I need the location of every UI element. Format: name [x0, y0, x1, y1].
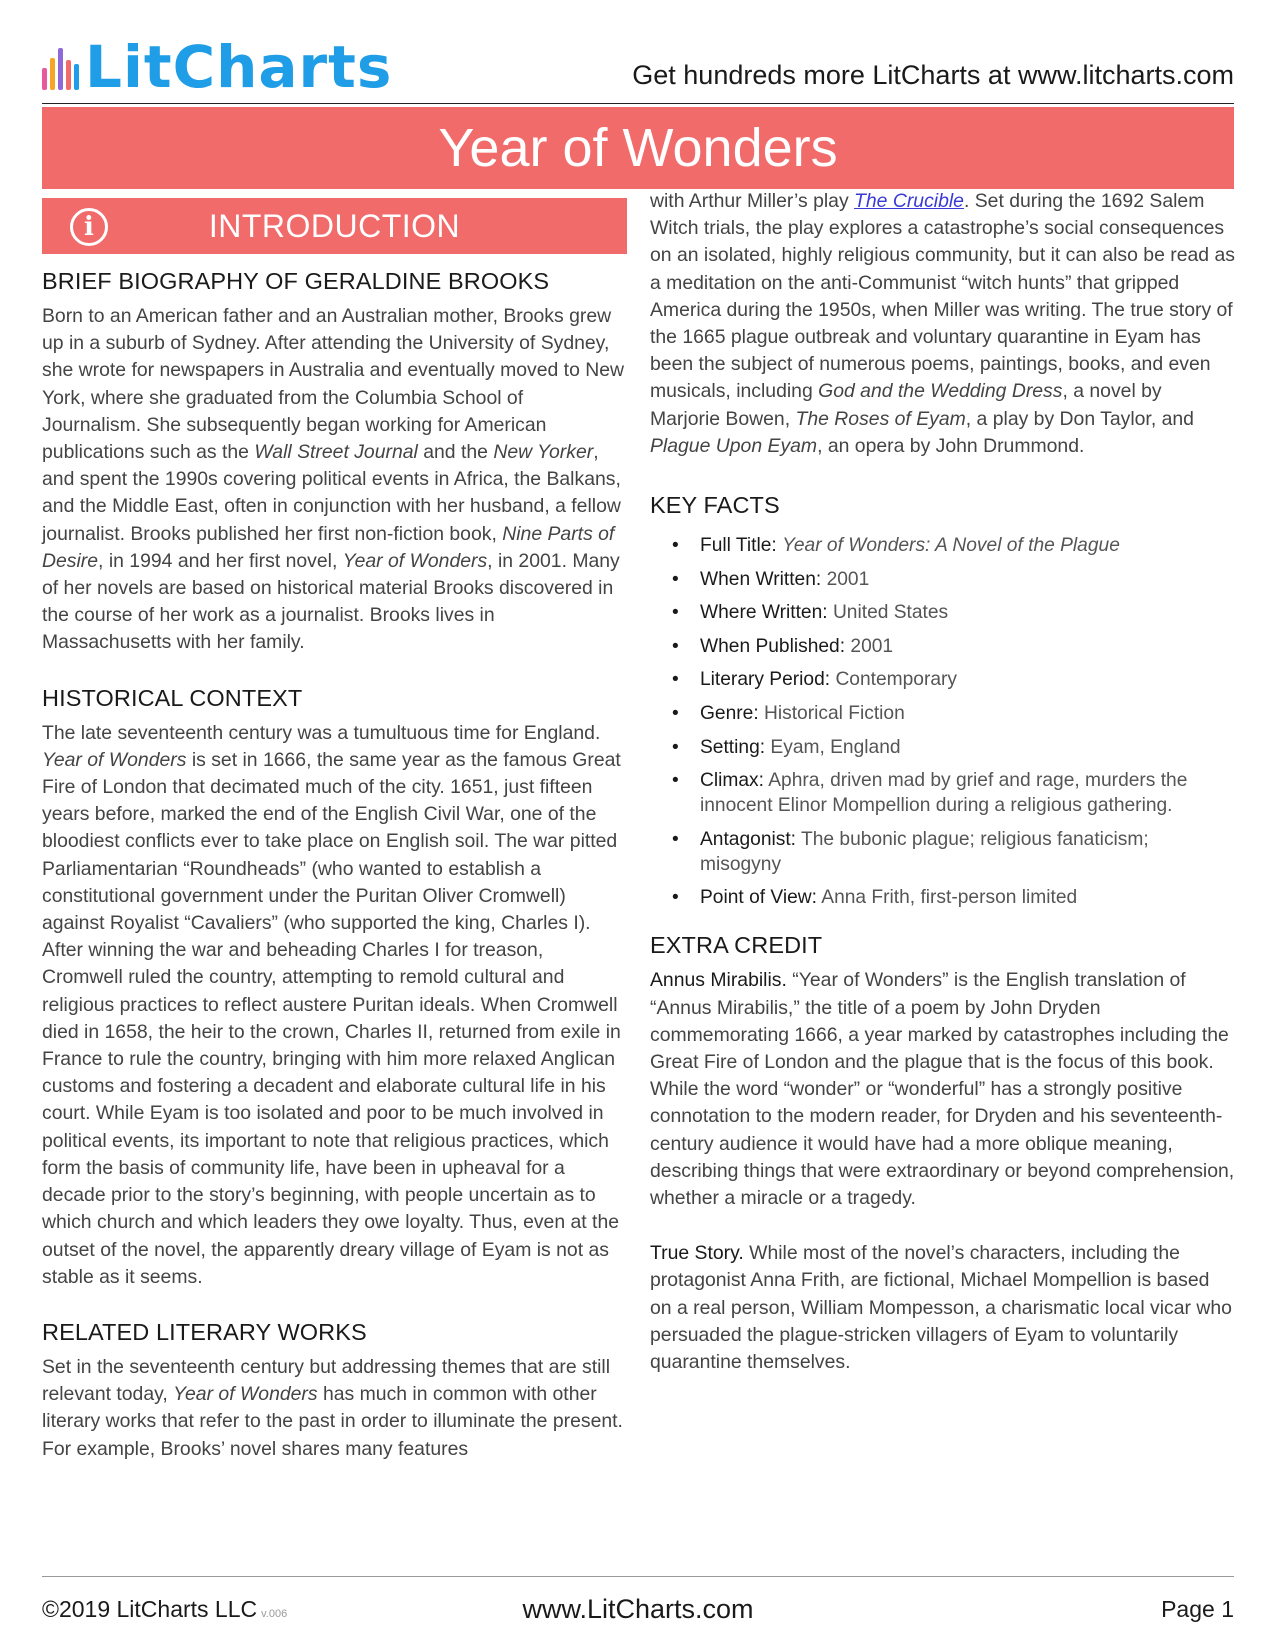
historical-text: The late seventeenth century was a tumultuous time for England. Year of Wonders is set in 1666, the same year as the famous Great Fire of London that decimated much of the city. 1651, just fifteen years before, marked the end of the English Civil War, one of the bloodiest conflicts ever to take place on English soil. The war pitted Parliamentarian “Roundheads” (who wanted to establish a constitutional government under the Puritan Oliver Cromwell) against Royalist “Cavaliers” (who supported the king, Charles I). After winning the war and beheading Charles I for treason, Cromwell ruled the country, attempting to remold cultural and religious practices to reflect austere Puritan ideals. When Cromwell died in 1658, the heir to the crown, Charles II, returned from exile in France to rule the country, bringing with him more relaxed Anglican customs and fostering a decadent and elaborate cultural life in his court. While Eyam is too isolated and poor to be much involved in political events, its important to note that religious practices, which form the basis of community life, have been in upheaval for a decade prior to the story’s beginning, with people uncertain as to which church and which leaders they owe loyalty. Thus, even at the outset of the novel, the apparently dreary village of Eyam is not as stable as it seems.: [42, 721, 621, 1288]
header-divider: [42, 103, 1234, 104]
footer-divider: [42, 1576, 1234, 1577]
left-column: [42, 196, 627, 1463]
right-column: [650, 190, 1235, 1376]
list-item: • Full Title: Year of Wonders: A Novel of the Plague: [650, 533, 1235, 558]
related-heading: RELATED LITERARY WORKS: [42, 1318, 367, 1345]
key-facts-list: [650, 533, 1235, 910]
the-crucible-link[interactable]: The Crucible: [854, 190, 964, 212]
page-title: Year of Wonders: [438, 118, 838, 178]
extra-credit-true-story: True Story. While most of the novel’s characters, including the protagonist Anna Frith, are fictional, Michael Mompellion is based on a real person, William Mompesson, a charismatic local vicar who persuaded the plague-stricken villagers of Eyam to voluntarily quarantine themselves.: [650, 1242, 1232, 1374]
title-banner: [42, 107, 1234, 189]
header-tagline: Get hundreds more LitCharts at www.litcharts.com: [632, 60, 1234, 90]
logo-text: LitCharts: [85, 33, 393, 101]
list-item: • When Written: 2001: [650, 567, 1235, 592]
page-footer: [42, 1596, 1234, 1630]
list-item: • Point of View: Anna Frith, first-person limited: [650, 885, 1235, 910]
biography-text: Born to an American father and an Australian mother, Brooks grew up in a suburb of Sydney. After attending the University of Sydney, she wrote for newspapers in Australia and eventually moved to New York, where she graduated from the Columbia School of Journalism. She subsequently began working for American publications such as the Wall Street Journal and the New Yorker, and spent the 1990s covering political events in Africa, the Balkans, and the Middle East, often in conjunction with her husband, a fellow journalist. Brooks published her first non-fiction book, Nine Parts of Desire, in 1994 and her first novel, Year of Wonders, in 2001. Many of her novels are based on historical material Brooks discovered in the course of her work as a journalist. Brooks lives in Massachusetts with her family.: [42, 305, 625, 654]
list-item: • Climax: Aphra, driven mad by grief and rage, murders the innocent Elinor Mompellion during a religious gathering.: [650, 768, 1235, 818]
biography-heading: BRIEF BIOGRAPHY OF GERALDINE BROOKS: [42, 268, 550, 294]
historical-heading: HISTORICAL CONTEXT: [42, 684, 303, 711]
list-item: • Literary Period: Contemporary: [650, 667, 1235, 692]
litcharts-logo[interactable]: [42, 33, 393, 101]
logo-bars-icon: [42, 44, 79, 90]
introduction-label: INTRODUCTION: [208, 208, 461, 244]
list-item: • When Published: 2001: [650, 634, 1235, 659]
info-icon: i: [70, 208, 108, 246]
footer-site-link[interactable]: www.LitCharts.com: [522, 1594, 754, 1624]
extra-credit-heading: EXTRA CREDIT: [650, 932, 823, 959]
page-number: Page 1: [1161, 1596, 1234, 1622]
list-item: • Genre: Historical Fiction: [650, 701, 1235, 726]
introduction-banner: [42, 198, 627, 254]
related-text-continued: with Arthur Miller’s play The Crucible. Set during the 1692 Salem Witch trials, the play explores a catastrophe’s social consequences on an isolated, highly religious community, but it can also be read as a meditation on the anti-Communist “witch hunts” that gripped America during the 1950s, when Miller was writing. The true story of the 1665 plague outbreak and voluntary quarantine in Eyam has been the subject of numerous poems, paintings, books, and even musicals, including God and the Wedding Dress, a novel by Marjorie Bowen, The Roses of Eyam, a play by Don Taylor, and Plague Upon Eyam, an opera by John Drummond.: [650, 190, 1235, 457]
copyright: ©2019 LitCharts LLC v.006: [42, 1596, 288, 1622]
list-item: • Setting: Eyam, England: [650, 735, 1235, 760]
version-label: v.006: [261, 1608, 288, 1620]
list-item: • Antagonist: The bubonic plague; religious fanaticism; misogyny: [650, 827, 1235, 877]
list-item: • Where Written: United States: [650, 600, 1235, 625]
page-header: [42, 30, 1234, 104]
extra-credit-annus: Annus Mirabilis. “Year of Wonders” is the English translation of “Annus Mirabilis,” the title of a poem by John Dryden commemorating 1666, a year marked by catastrophes including the Great Fire of London and the plague that is the focus of this book. While the word “wonder” or “wonderful” has a strongly positive connotation to the modern reader, for Dryden and his seventeenth-century audience it would have had a more oblique meaning, describing things that were extraordinary or beyond comprehension, whether a miracle or a tragedy.: [650, 969, 1235, 1209]
key-facts-heading: KEY FACTS: [650, 492, 780, 519]
related-text: Set in the seventeenth century but addressing themes that are still relevant today, Year of Wonders has much in common with other literary works that refer to the past in order to illuminate the present. For example, Brooks’ novel shares many features: [42, 1355, 623, 1460]
